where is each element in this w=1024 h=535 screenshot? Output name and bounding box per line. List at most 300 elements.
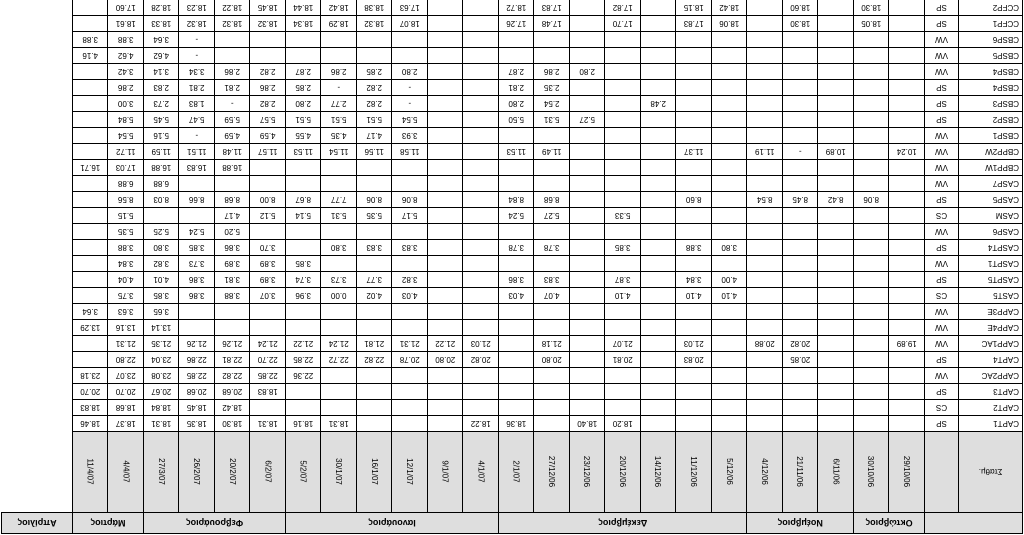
value-cell: 5.12 [250, 208, 286, 224]
value-cell [357, 384, 393, 400]
value-cell [747, 32, 783, 48]
value-cell [854, 48, 890, 64]
value-cell: 20.81 [605, 352, 641, 368]
date-header-cell [286, 432, 322, 513]
value-cell: 18.22 [215, 0, 251, 16]
value-cell [712, 368, 748, 384]
value-cell [357, 320, 393, 336]
value-cell: 4.02 [357, 288, 393, 304]
value-cell [676, 64, 712, 80]
value-cell [783, 112, 819, 128]
value-cell: 18.06 [712, 16, 748, 32]
value-cell [783, 64, 819, 80]
value-cell: 3.83 [357, 240, 393, 256]
value-cell [889, 400, 925, 416]
value-cell: 4.10 [676, 288, 712, 304]
value-cell: 1.83 [179, 96, 215, 112]
date-header-cell [499, 432, 535, 513]
type-cell: SP [925, 416, 959, 432]
table-row [2, 304, 1023, 320]
value-cell: 6.88 [144, 176, 180, 192]
date-header-cell [73, 432, 109, 513]
value-cell [712, 224, 748, 240]
value-cell [747, 304, 783, 320]
value-cell [499, 368, 535, 384]
value-cell [712, 400, 748, 416]
table-row [2, 48, 1023, 64]
value-cell [428, 320, 464, 336]
value-cell: 16.71 [73, 160, 109, 176]
value-cell: 18.35 [179, 416, 215, 432]
value-cell: 3.14 [144, 64, 180, 80]
value-cell: 8.84 [499, 192, 535, 208]
type-cell: VW [925, 128, 959, 144]
value-cell: 3.34 [179, 64, 215, 80]
value-cell: 22.36 [286, 368, 322, 384]
value-cell: 3.73 [179, 256, 215, 272]
value-cell: 20.82 [463, 352, 499, 368]
value-cell [499, 400, 535, 416]
table-row [2, 208, 1023, 224]
value-cell: 22.85 [286, 352, 322, 368]
station-cell: CBSP4 [959, 80, 1023, 96]
value-cell [641, 176, 677, 192]
value-cell [889, 128, 925, 144]
value-cell [783, 208, 819, 224]
value-cell: 11.72 [108, 144, 144, 160]
value-cell: 18.32 [215, 16, 251, 32]
value-cell [747, 416, 783, 432]
date-header-text: 26/2/07 [192, 458, 202, 486]
value-cell: 3.89 [250, 256, 286, 272]
value-cell [73, 256, 109, 272]
value-cell: 2.86 [321, 64, 357, 80]
date-header-text: 20/12/06 [617, 456, 627, 488]
table-row [2, 64, 1023, 80]
value-cell [712, 304, 748, 320]
value-cell [676, 128, 712, 144]
value-cell [357, 176, 393, 192]
value-cell [428, 272, 464, 288]
value-cell [641, 16, 677, 32]
type-cell: VW [925, 64, 959, 80]
value-cell [712, 48, 748, 64]
value-cell: 18.83 [73, 400, 109, 416]
value-cell: 6.88 [108, 176, 144, 192]
value-cell: 4.62 [144, 48, 180, 64]
value-cell [463, 48, 499, 64]
value-cell: 4.59 [215, 128, 251, 144]
value-cell [818, 128, 854, 144]
value-cell: 5.45 [144, 112, 180, 128]
value-cell [854, 400, 890, 416]
value-cell [286, 176, 322, 192]
value-cell [463, 192, 499, 208]
measurement-table [1, 0, 1023, 534]
value-cell: 11.37 [676, 144, 712, 160]
value-cell: 5.31 [534, 112, 570, 128]
value-cell [570, 400, 606, 416]
table-row [2, 400, 1023, 416]
value-cell: 3.86 [179, 288, 215, 304]
table-row [2, 368, 1023, 384]
value-cell [215, 48, 251, 64]
value-cell [747, 400, 783, 416]
value-cell: 5.24 [179, 224, 215, 240]
value-cell: 17.83 [534, 0, 570, 16]
value-cell [641, 304, 677, 320]
value-cell [641, 112, 677, 128]
value-cell: 11.48 [215, 144, 251, 160]
value-cell [854, 272, 890, 288]
value-cell: 20.68 [215, 384, 251, 400]
value-cell [605, 192, 641, 208]
type-cell: VW [925, 160, 959, 176]
value-cell: 2.81 [499, 80, 535, 96]
value-cell: 21.31 [392, 336, 428, 352]
value-cell [889, 320, 925, 336]
value-cell [463, 176, 499, 192]
value-cell: 18.31 [144, 416, 180, 432]
value-cell [783, 32, 819, 48]
value-cell [534, 176, 570, 192]
value-cell [889, 32, 925, 48]
value-cell [321, 48, 357, 64]
date-header-cell [250, 432, 286, 513]
value-cell [321, 368, 357, 384]
value-cell [818, 288, 854, 304]
value-cell: 8.67 [286, 192, 322, 208]
value-cell: 5.47 [179, 112, 215, 128]
date-header-cell [215, 432, 251, 513]
value-cell [179, 304, 215, 320]
value-cell [499, 176, 535, 192]
value-cell: 13.16 [108, 320, 144, 336]
value-cell [889, 16, 925, 32]
value-cell [570, 384, 606, 400]
type-cell: SP [925, 384, 959, 400]
month-header-row [2, 513, 1023, 534]
value-cell [534, 368, 570, 384]
value-cell: 21.24 [321, 336, 357, 352]
value-cell: 20.68 [179, 384, 215, 400]
value-cell [889, 256, 925, 272]
station-cell: CBSP2 [959, 112, 1023, 128]
station-cell: CBSP4 [959, 64, 1023, 80]
value-cell: 18.72 [499, 0, 535, 16]
date-header-row [2, 432, 1023, 513]
table-row [2, 224, 1023, 240]
value-cell: 17.26 [499, 16, 535, 32]
value-cell: 2.87 [286, 64, 322, 80]
table-row [2, 272, 1023, 288]
value-cell: - [179, 128, 215, 144]
value-cell [570, 192, 606, 208]
value-cell [854, 336, 890, 352]
type-cell: CS [925, 400, 959, 416]
value-cell: 0.00 [321, 288, 357, 304]
station-cell: CASPT1 [959, 256, 1023, 272]
date-header-cell [534, 432, 570, 513]
value-cell: 18.38 [357, 0, 393, 16]
value-cell [321, 176, 357, 192]
value-cell [889, 96, 925, 112]
value-cell: 5.31 [321, 208, 357, 224]
value-cell [818, 16, 854, 32]
value-cell [463, 304, 499, 320]
value-cell: 18.42 [215, 400, 251, 416]
value-cell [783, 304, 819, 320]
value-cell: 4.00 [712, 272, 748, 288]
station-cell: CASPT4 [959, 240, 1023, 256]
value-cell: 11.57 [250, 144, 286, 160]
value-cell: 3.74 [286, 272, 322, 288]
value-cell: 22.85 [179, 368, 215, 384]
value-cell: 5.27 [570, 112, 606, 128]
value-cell: 18.22 [463, 416, 499, 432]
value-cell [747, 320, 783, 336]
value-cell [73, 112, 109, 128]
date-header-text: 11/12/06 [689, 456, 699, 488]
value-cell [534, 384, 570, 400]
value-cell: 18.32 [357, 16, 393, 32]
value-cell [889, 240, 925, 256]
value-cell [570, 32, 606, 48]
station-cell: CAPT4 [959, 352, 1023, 368]
value-cell [605, 256, 641, 272]
value-cell: 2.35 [534, 80, 570, 96]
value-cell [570, 336, 606, 352]
value-cell [605, 400, 641, 416]
type-cell: VW [925, 368, 959, 384]
value-cell [570, 176, 606, 192]
value-cell [73, 144, 109, 160]
value-cell [463, 32, 499, 48]
value-cell: 5.51 [321, 112, 357, 128]
value-cell: 4.35 [321, 128, 357, 144]
value-cell [499, 352, 535, 368]
value-cell [783, 416, 819, 432]
value-cell [747, 224, 783, 240]
value-cell: 18.20 [605, 416, 641, 432]
value-cell [463, 224, 499, 240]
value-cell [463, 368, 499, 384]
value-cell [818, 80, 854, 96]
value-cell [428, 96, 464, 112]
value-cell [605, 224, 641, 240]
value-cell [534, 400, 570, 416]
value-cell [463, 240, 499, 256]
value-cell [73, 288, 109, 304]
value-cell [463, 160, 499, 176]
value-cell: 3.75 [108, 288, 144, 304]
value-cell [712, 416, 748, 432]
value-cell [286, 240, 322, 256]
value-cell [605, 384, 641, 400]
value-cell [428, 240, 464, 256]
value-cell [463, 144, 499, 160]
value-cell: 13.29 [73, 320, 109, 336]
value-cell [818, 0, 854, 16]
date-header-text: 30/1/07 [334, 458, 344, 486]
date-header-cell [108, 432, 144, 513]
value-cell [570, 144, 606, 160]
value-cell [428, 192, 464, 208]
value-cell [889, 0, 925, 16]
table-row [2, 416, 1023, 432]
value-cell: 4.03 [499, 288, 535, 304]
date-header-text: 23/12/06 [582, 456, 592, 488]
date-header-text: 30/10/06 [866, 456, 876, 488]
value-cell: 22.70 [250, 352, 286, 368]
value-cell [570, 80, 606, 96]
value-cell [889, 112, 925, 128]
value-cell [286, 48, 322, 64]
value-cell [392, 176, 428, 192]
value-cell: 2.80 [392, 64, 428, 80]
station-cell: CCFP2 [959, 0, 1023, 16]
value-cell [73, 240, 109, 256]
value-cell [641, 368, 677, 384]
value-cell [889, 352, 925, 368]
value-cell [783, 400, 819, 416]
value-cell [250, 224, 286, 240]
value-cell [534, 32, 570, 48]
value-cell [818, 368, 854, 384]
table-row [2, 128, 1023, 144]
value-cell [463, 128, 499, 144]
type-cell: SP [925, 80, 959, 96]
value-cell [676, 160, 712, 176]
value-cell: 2.83 [144, 80, 180, 96]
value-cell [73, 80, 109, 96]
date-header-cell [463, 432, 499, 513]
date-header-text: 4/1/07 [476, 460, 486, 484]
value-cell: 18.28 [144, 0, 180, 16]
value-cell [676, 96, 712, 112]
value-cell [428, 0, 464, 16]
type-header [925, 432, 959, 513]
value-cell: 3.80 [712, 240, 748, 256]
value-cell [286, 400, 322, 416]
value-cell [712, 384, 748, 400]
type-cell: VW [925, 256, 959, 272]
value-cell: 5.16 [144, 128, 180, 144]
value-cell [641, 416, 677, 432]
value-cell: 2.86 [534, 64, 570, 80]
station-cell: CCFP1 [959, 16, 1023, 32]
value-cell: 3.78 [499, 240, 535, 256]
station-cell: CBPP1W [959, 160, 1023, 176]
date-header-text: 16/1/07 [369, 458, 379, 486]
value-cell [499, 160, 535, 176]
value-cell: 21.26 [215, 336, 251, 352]
value-cell: 13.14 [144, 320, 180, 336]
value-cell [463, 80, 499, 96]
value-cell [534, 320, 570, 336]
value-cell [712, 192, 748, 208]
table-row [2, 256, 1023, 272]
value-cell [676, 400, 712, 416]
value-cell: - [321, 80, 357, 96]
value-cell: 4.17 [357, 128, 393, 144]
value-cell: - [179, 48, 215, 64]
value-cell [676, 48, 712, 64]
date-header-cell [570, 432, 606, 513]
value-cell: 18.23 [179, 0, 215, 16]
value-cell [499, 320, 535, 336]
value-cell [570, 208, 606, 224]
value-cell: 8.68 [534, 192, 570, 208]
value-cell: 20.85 [783, 352, 819, 368]
date-header-cell [889, 432, 925, 513]
value-cell: 5.20 [215, 224, 251, 240]
value-cell: 4.01 [144, 272, 180, 288]
type-cell: VW [925, 336, 959, 352]
table-row [2, 336, 1023, 352]
value-cell [889, 176, 925, 192]
value-cell: 5.50 [499, 112, 535, 128]
value-cell [357, 304, 393, 320]
value-cell [641, 400, 677, 416]
value-cell [534, 416, 570, 432]
value-cell [889, 48, 925, 64]
value-cell: 20.83 [676, 352, 712, 368]
station-cell: CAPP4E [959, 320, 1023, 336]
type-cell: CS [925, 208, 959, 224]
value-cell [428, 32, 464, 48]
value-cell: 17.60 [108, 0, 144, 16]
date-header-text: 27/3/07 [156, 458, 166, 486]
value-cell: 18.42 [321, 0, 357, 16]
value-cell [889, 224, 925, 240]
value-cell [286, 320, 322, 336]
value-cell [889, 208, 925, 224]
value-cell: 5.33 [605, 208, 641, 224]
value-cell [499, 32, 535, 48]
value-cell [818, 240, 854, 256]
value-cell [499, 304, 535, 320]
value-cell: 3.42 [108, 64, 144, 80]
value-cell [215, 304, 251, 320]
value-cell [463, 256, 499, 272]
date-header-text: 21/11/06 [795, 456, 805, 488]
value-cell: 3.80 [144, 240, 180, 256]
value-cell [357, 400, 393, 416]
station-header: Σταθμ. [959, 432, 1023, 513]
value-cell [499, 256, 535, 272]
station-cell: CAPP2AC [959, 368, 1023, 384]
value-cell: 17.83 [676, 16, 712, 32]
value-cell [428, 416, 464, 432]
value-cell [889, 64, 925, 80]
value-cell [854, 96, 890, 112]
value-cell: 3.65 [144, 304, 180, 320]
value-cell: 5.54 [392, 112, 428, 128]
value-cell: 2.82 [357, 96, 393, 112]
value-cell: 3.83 [534, 272, 570, 288]
date-header-text: 14/12/06 [653, 456, 663, 488]
value-cell [286, 32, 322, 48]
value-cell [641, 128, 677, 144]
table-row [2, 0, 1023, 16]
value-cell: 3.84 [108, 256, 144, 272]
value-cell [712, 208, 748, 224]
station-cell: CAST5 [959, 288, 1023, 304]
value-cell [641, 0, 677, 16]
value-cell [392, 256, 428, 272]
value-cell [392, 224, 428, 240]
